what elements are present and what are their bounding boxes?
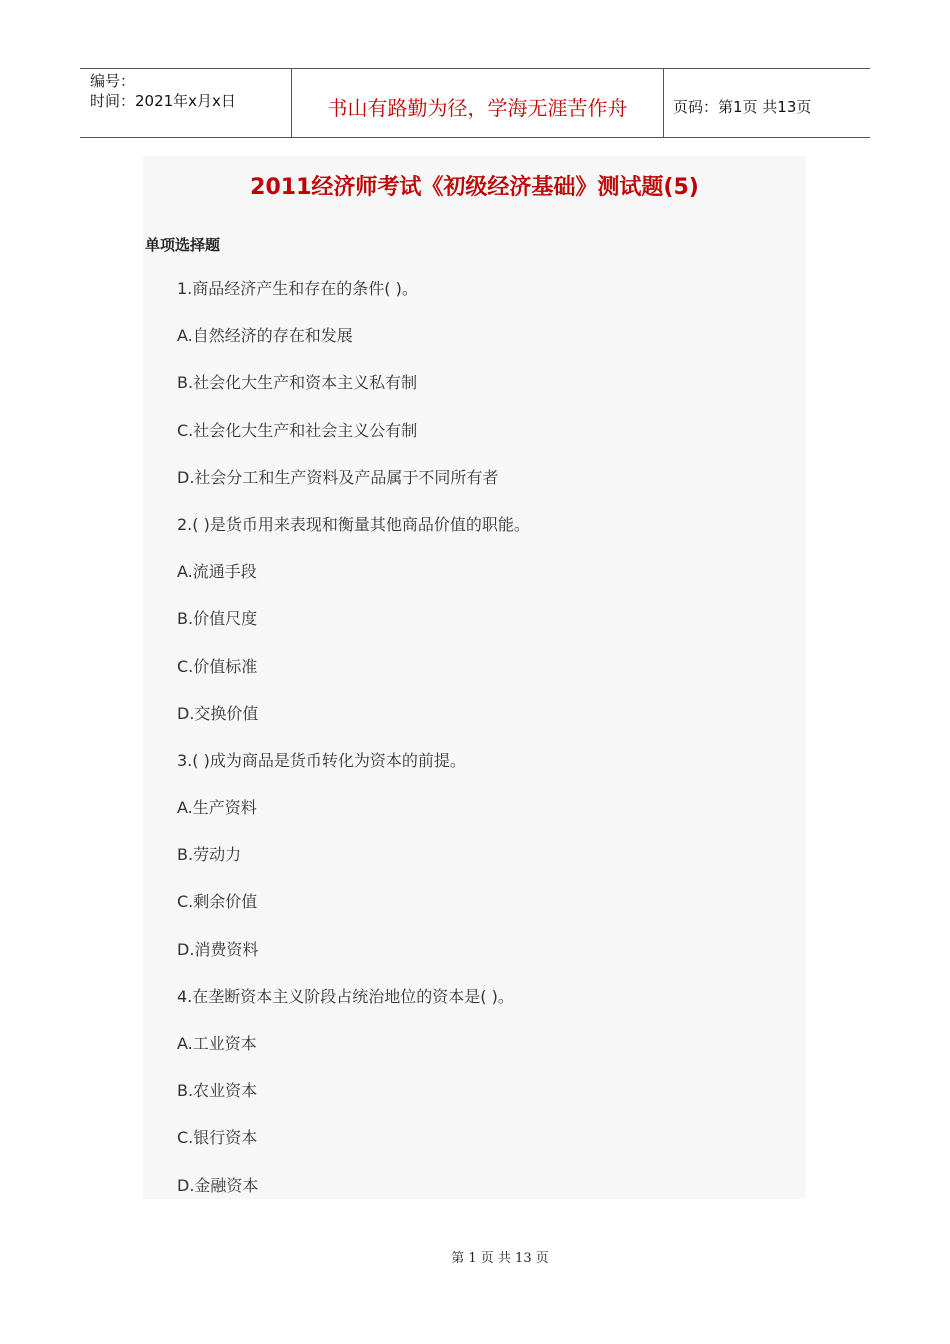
option-line: A.生产资料 bbox=[177, 798, 257, 818]
option-line: D.社会分工和生产资料及产品属于不同所有者 bbox=[177, 467, 499, 487]
option-line: C.剩余价值 bbox=[177, 892, 258, 912]
option-line: C.价值标准 bbox=[177, 656, 258, 676]
section-heading: 单项选择题 bbox=[145, 236, 221, 254]
document-title: 2011经济师考试《初级经济基础》测试题(5) bbox=[250, 175, 699, 200]
option-line: C.社会化大生产和社会主义公有制 bbox=[177, 420, 418, 440]
time-label: 时间：2021年x月x日 bbox=[90, 92, 236, 110]
option-line: D.金融资本 bbox=[177, 1175, 259, 1195]
option-line: A.工业资本 bbox=[177, 1034, 257, 1053]
question-line: 1.商品经济产生和存在的条件( )。 bbox=[177, 279, 418, 298]
option-line: A.流通手段 bbox=[177, 562, 257, 582]
page-footer: 第 1 页 共 13 页 bbox=[451, 1251, 549, 1266]
document-body bbox=[143, 156, 806, 1199]
option-line: A.自然经济的存在和发展 bbox=[177, 326, 353, 346]
option-line: B.价值尺度 bbox=[177, 609, 258, 629]
header-motto: 书山有路勤为径，学海无涯苦作舟 bbox=[292, 69, 664, 137]
question-line: 2.( )是货币用来表现和衡量其他商品价值的职能。 bbox=[177, 514, 530, 534]
option-line: B.劳动力 bbox=[177, 845, 242, 865]
option-line: C.银行资本 bbox=[177, 1128, 258, 1148]
option-line: D.交换价值 bbox=[177, 703, 259, 723]
number-label: 编号： bbox=[90, 72, 136, 90]
option-line: B.社会化大生产和资本主义私有制 bbox=[177, 373, 418, 393]
header-meta bbox=[80, 69, 292, 137]
page-header bbox=[80, 68, 870, 138]
question-line: 4.在垄断资本主义阶段占统治地位的资本是( )。 bbox=[177, 986, 514, 1006]
header-page-info: 页码：第1页 共13页 bbox=[673, 97, 812, 116]
option-line: D.消费资料 bbox=[177, 939, 259, 959]
question-line: 3.( )成为商品是货币转化为资本的前提。 bbox=[177, 750, 466, 770]
question-list bbox=[177, 278, 530, 1222]
option-line: B.农业资本 bbox=[177, 1081, 258, 1101]
